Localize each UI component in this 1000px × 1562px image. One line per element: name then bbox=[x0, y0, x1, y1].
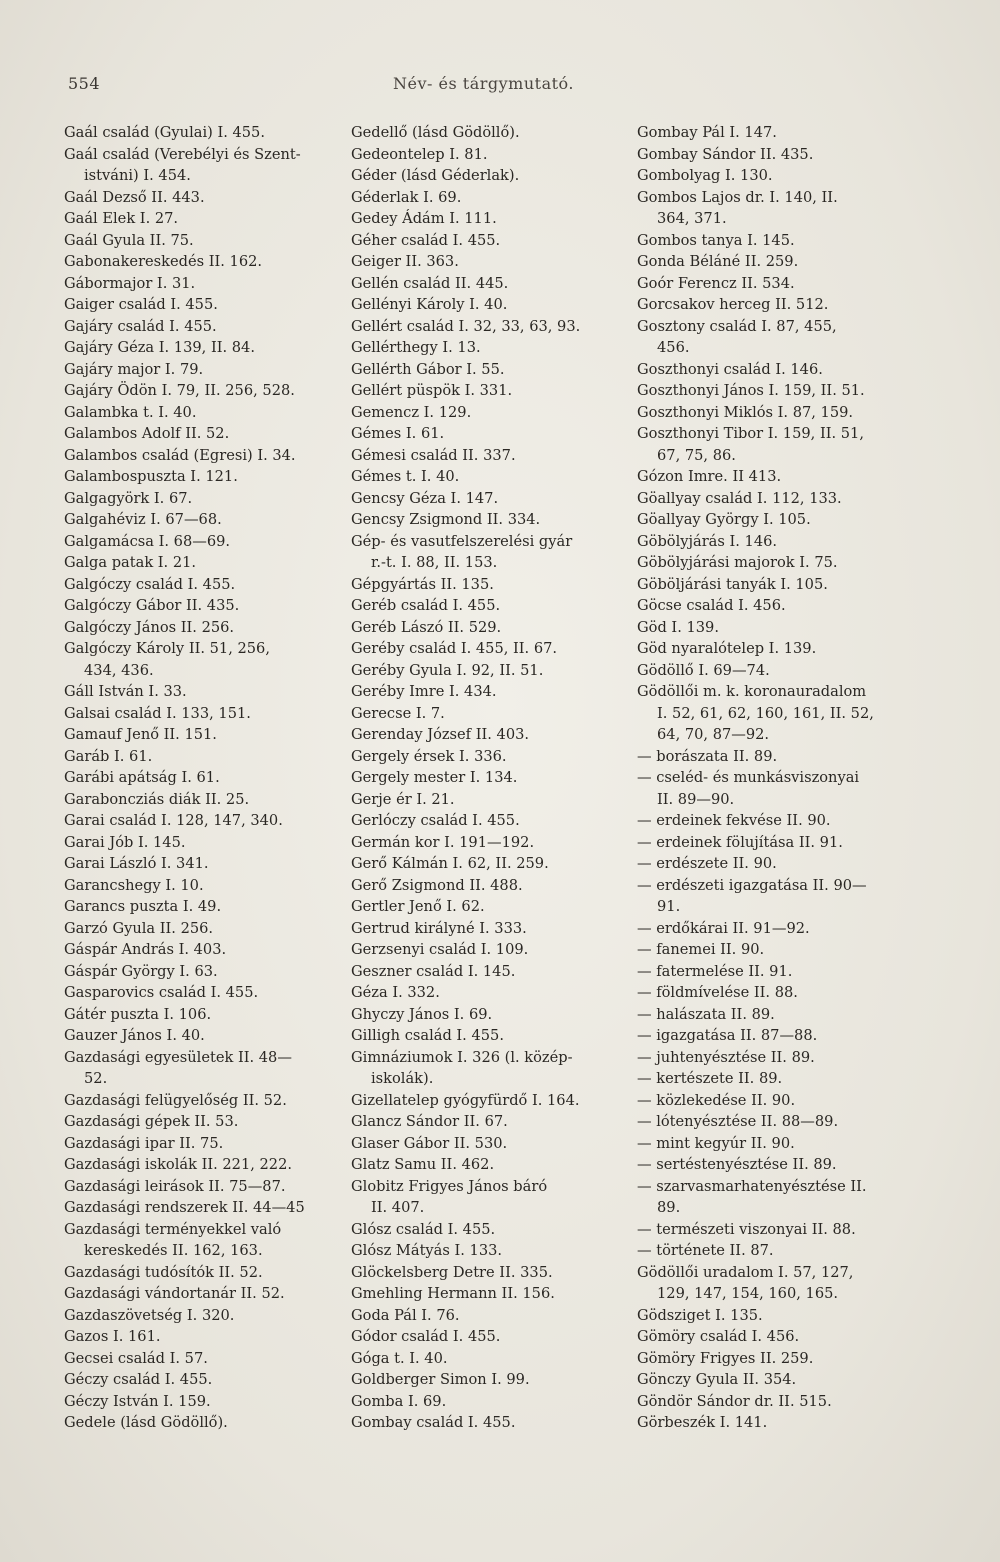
index-entry: Gajáry Ödön I. 79, II. 256, 528. bbox=[64, 382, 295, 399]
index-entry: Gertler Jenő I. 62. bbox=[351, 898, 485, 915]
index-entry: Goda Pál I. 76. bbox=[351, 1306, 460, 1324]
index-entry: Géder (lásd Géderlak). bbox=[351, 167, 520, 184]
index-entry: Gerő Kálmán I. 62, II. 259. bbox=[351, 855, 549, 872]
index-entry: Geréby Gyula I. 92, II. 51. bbox=[351, 661, 544, 679]
index-entry-continuation: I. 52, 61, 62, 160, 161, II. 52, bbox=[657, 704, 874, 722]
index-entry: Garábi apátság I. 61. bbox=[64, 769, 220, 786]
index-entry: Gazdasági terményekkel való bbox=[64, 1220, 282, 1238]
index-entry: Gömöry Frigyes II. 259. bbox=[637, 1349, 814, 1367]
index-entry: Gaál Dezső II. 443. bbox=[64, 188, 205, 206]
index-entry: Gellérth Gábor I. 55. bbox=[351, 360, 505, 378]
index-column-1 bbox=[64, 122, 339, 1434]
index-entry: Géderlak I. 69. bbox=[351, 188, 462, 206]
index-entry: — mint kegyúr II. 90. bbox=[637, 1134, 795, 1152]
index-entry: Globitz Frigyes János báró bbox=[351, 1177, 548, 1195]
index-column-2 bbox=[351, 122, 626, 1434]
index-entry: — cseléd- és munkásviszonyai bbox=[637, 769, 860, 786]
index-entry: Goszthonyi család I. 146. bbox=[637, 360, 823, 378]
index-entry: Galgagyörk I. 67. bbox=[64, 489, 193, 507]
index-entry-continuation: r.-t. I. 88, II. 153. bbox=[371, 554, 498, 571]
index-entry: Geréby család I. 455, II. 67. bbox=[351, 640, 558, 657]
index-entry: Gazdasági iskolák II. 221, 222. bbox=[64, 1156, 292, 1173]
index-entry: Gerje ér I. 21. bbox=[351, 790, 455, 808]
index-entry: Göndör Sándor dr. II. 515. bbox=[637, 1392, 832, 1410]
index-entry: Geiger II. 363. bbox=[351, 253, 459, 270]
index-entry: — fatermelése II. 91. bbox=[637, 962, 793, 980]
index-entry: Gémesi család II. 337. bbox=[351, 446, 516, 464]
index-entry: Gödöllő I. 69—74. bbox=[637, 661, 770, 679]
index-entry: Gombos tanya I. 145. bbox=[637, 231, 795, 249]
index-entry: — szarvasmarhatenyésztése II. bbox=[637, 1177, 867, 1195]
index-entry: Gedey Ádám I. 111. bbox=[351, 210, 497, 227]
index-entry: Gaál család (Verebélyi és Szent- bbox=[64, 145, 301, 163]
index-entry: Gasparovics család I. 455. bbox=[64, 984, 259, 1001]
running-title: Név- és tárgymutató. bbox=[393, 74, 574, 93]
page-header bbox=[68, 74, 948, 104]
index-entry: Gergely mester I. 134. bbox=[351, 769, 518, 786]
index-entry: Gazdasági egyesületek II. 48— bbox=[64, 1048, 292, 1066]
index-entry: Garai család I. 128, 147, 340. bbox=[64, 812, 283, 829]
index-entry: Gódor család I. 455. bbox=[351, 1328, 501, 1345]
index-entry: Galgóczy Károly II. 51, 256, bbox=[64, 640, 270, 657]
index-entry: Gazdasági ipar II. 75. bbox=[64, 1134, 224, 1152]
index-entry: Gémes t. I. 40. bbox=[351, 468, 460, 485]
index-entry: Göcse család I. 456. bbox=[637, 597, 786, 614]
index-entry: Gombos Lajos dr. I. 140, II. bbox=[637, 188, 838, 206]
index-entry: — kertészete II. 89. bbox=[637, 1070, 783, 1087]
index-entry: Garai Jób I. 145. bbox=[64, 833, 186, 851]
index-entry: Goszthonyi János I. 159, II. 51. bbox=[637, 382, 865, 399]
index-entry-continuation: 364, 371. bbox=[657, 210, 727, 227]
index-entry-continuation: 89. bbox=[657, 1199, 681, 1216]
index-entry: Gózon Imre. II 413. bbox=[637, 468, 782, 485]
index-entry: Gazdasági gépek II. 53. bbox=[64, 1113, 239, 1130]
index-entry-continuation: 91. bbox=[657, 898, 681, 915]
index-entry: Gombay Sándor II. 435. bbox=[637, 145, 814, 163]
index-entry: Gémes I. 61. bbox=[351, 425, 445, 442]
index-entry: — közlekedése II. 90. bbox=[637, 1091, 796, 1109]
index-entry: Gerő Zsigmond II. 488. bbox=[351, 876, 523, 894]
index-entry: Gödöllői m. k. koronauradalom bbox=[637, 683, 867, 700]
index-entry: Gilligh család I. 455. bbox=[351, 1027, 504, 1044]
index-entry: — sertéstenyésztése II. 89. bbox=[637, 1156, 837, 1173]
index-entry: Gerzsenyi család I. 109. bbox=[351, 941, 529, 958]
index-entry: — halászata II. 89. bbox=[637, 1005, 775, 1023]
index-entry: Göallyay György I. 105. bbox=[637, 511, 811, 528]
index-entry: Géza I. 332. bbox=[351, 984, 440, 1001]
index-entry: Gombay Pál I. 147. bbox=[637, 124, 777, 141]
index-entry: Gorcsakov herceg II. 512. bbox=[637, 296, 829, 313]
index-entry: Gödöllői uradalom I. 57, 127, bbox=[637, 1263, 854, 1281]
index-entry: — földmívelése II. 88. bbox=[637, 984, 798, 1001]
index-entry: — erdészete II. 90. bbox=[637, 855, 777, 872]
index-entry: Gáspár András I. 403. bbox=[64, 941, 227, 958]
index-entry: Gépgyártás II. 135. bbox=[351, 575, 494, 593]
index-entry: Gaál család (Gyulai) I. 455. bbox=[64, 124, 265, 141]
index-entry: Garáb I. 61. bbox=[64, 747, 153, 765]
index-entry: Garai László I. 341. bbox=[64, 855, 209, 872]
index-entry: Gazdasági leirások II. 75—87. bbox=[64, 1177, 286, 1195]
index-entry-continuation: iskolák). bbox=[371, 1070, 434, 1087]
index-entry: Galambospuszta I. 121. bbox=[64, 468, 238, 485]
index-entry: Galgóczy János II. 256. bbox=[64, 618, 235, 636]
index-entry: Galambos Adolf II. 52. bbox=[64, 425, 230, 442]
index-entry: Gajáry Géza I. 139, II. 84. bbox=[64, 339, 255, 356]
index-entry: Glaser Gábor II. 530. bbox=[351, 1134, 508, 1152]
index-entry: Garancshegy I. 10. bbox=[64, 876, 204, 894]
index-entry: — fanemei II. 90. bbox=[637, 941, 765, 958]
index-entry: Gauzer János I. 40. bbox=[64, 1027, 205, 1044]
index-entry: Gemencz I. 129. bbox=[351, 403, 472, 421]
index-entry: Gazdasági vándortanár II. 52. bbox=[64, 1285, 285, 1302]
index-entry: — erdeinek fölujítása II. 91. bbox=[637, 833, 843, 851]
index-entry: Gomba I. 69. bbox=[351, 1392, 447, 1410]
index-entry: Géczy István I. 159. bbox=[64, 1392, 211, 1410]
index-entry: Göd nyaralótelep I. 139. bbox=[637, 640, 817, 657]
index-entry: Gellérthegy I. 13. bbox=[351, 339, 481, 356]
index-entry: Göbölyjárási majorok I. 75. bbox=[637, 554, 838, 571]
index-entry: Gerecse I. 7. bbox=[351, 704, 445, 722]
index-entry: Gimnáziumok I. 326 (l. közép- bbox=[351, 1048, 573, 1066]
index-entry: Geréb család I. 455. bbox=[351, 597, 501, 614]
index-entry-continuation: 67, 75, 86. bbox=[657, 446, 736, 464]
index-entry: Gazdaszövetség I. 320. bbox=[64, 1306, 235, 1324]
index-entry: Goszthonyi Miklós I. 87, 159. bbox=[637, 403, 854, 421]
index-entry: Garancs puszta I. 49. bbox=[64, 898, 222, 915]
index-entry: — természeti viszonyai II. 88. bbox=[637, 1220, 856, 1238]
index-entry: — története II. 87. bbox=[637, 1242, 774, 1259]
index-entry: Galgóczy család I. 455. bbox=[64, 575, 236, 593]
index-entry: Glancz Sándor II. 67. bbox=[351, 1113, 508, 1130]
index-entry: Gerlóczy család I. 455. bbox=[351, 812, 520, 829]
index-entry: Glósz család I. 455. bbox=[351, 1220, 496, 1238]
index-entry: Gabonakereskedés II. 162. bbox=[64, 253, 263, 270]
index-entry-continuation: kereskedés II. 162, 163. bbox=[84, 1242, 263, 1259]
index-entry: Gáll István I. 33. bbox=[64, 683, 187, 700]
index-entry: Gencsy Zsigmond II. 334. bbox=[351, 511, 541, 528]
index-entry: Gaál Elek I. 27. bbox=[64, 210, 179, 227]
index-entry: Göd I. 139. bbox=[637, 618, 719, 636]
index-entry: Göallyay család I. 112, 133. bbox=[637, 489, 842, 507]
index-entry: Gerenday József II. 403. bbox=[351, 726, 530, 743]
index-entry: Galambos család (Egresi) I. 34. bbox=[64, 446, 296, 464]
index-entry: Gazdasági felügyelőség II. 52. bbox=[64, 1091, 287, 1109]
index-entry-continuation: 52. bbox=[84, 1070, 108, 1087]
index-entry: — juhtenyésztése II. 89. bbox=[637, 1048, 815, 1066]
index-entry: Gecsei család I. 57. bbox=[64, 1349, 208, 1367]
index-entry: Gazdasági tudósítók II. 52. bbox=[64, 1263, 263, 1281]
index-entry: Gamauf Jenő II. 151. bbox=[64, 726, 217, 743]
index-entry: Göbölyjárás I. 146. bbox=[637, 532, 778, 550]
index-entry: Gellért püspök I. 331. bbox=[351, 382, 513, 399]
index-entry: Gombolyag I. 130. bbox=[637, 167, 773, 184]
index-entry: Glöckelsberg Detre II. 335. bbox=[351, 1263, 553, 1281]
index-entry: Gajáry család I. 455. bbox=[64, 317, 217, 335]
index-entry: — lótenyésztése II. 88—89. bbox=[637, 1113, 839, 1130]
index-entry: Glatz Samu II. 462. bbox=[351, 1156, 495, 1173]
index-entry: Galgahéviz I. 67—68. bbox=[64, 511, 222, 528]
index-entry: Garaboncziás diák II. 25. bbox=[64, 790, 250, 808]
index-entry: Galgóczy Gábor II. 435. bbox=[64, 597, 240, 614]
index-entry: Göböljárási tanyák I. 105. bbox=[637, 575, 828, 593]
index-entry: Galambka t. I. 40. bbox=[64, 403, 197, 421]
index-entry: Geréb Lászó II. 529. bbox=[351, 618, 502, 636]
index-entry: Gergely érsek I. 336. bbox=[351, 747, 507, 765]
index-column-3 bbox=[637, 122, 937, 1434]
index-entry: Galga patak I. 21. bbox=[64, 554, 197, 571]
index-entry: Gedeontelep I. 81. bbox=[351, 145, 488, 163]
index-entry: Goszthonyi Tibor I. 159, II. 51, bbox=[637, 425, 864, 442]
index-entry: Gellényi Károly I. 40. bbox=[351, 296, 508, 313]
index-entry: Gombay család I. 455. bbox=[351, 1414, 516, 1431]
index-entry: Gáspár György I. 63. bbox=[64, 962, 218, 980]
index-entry: Gellért család I. 32, 33, 63, 93. bbox=[351, 317, 581, 335]
index-entry: Ghyczy János I. 69. bbox=[351, 1005, 493, 1023]
index-entry: — borászata II. 89. bbox=[637, 747, 778, 765]
index-entry: Gaiger család I. 455. bbox=[64, 296, 218, 313]
index-entry: Góga t. I. 40. bbox=[351, 1349, 448, 1367]
index-entry: Gosztony család I. 87, 455, bbox=[637, 317, 837, 335]
index-entry: Gazos I. 161. bbox=[64, 1328, 161, 1345]
index-entry: Garzó Gyula II. 256. bbox=[64, 919, 214, 937]
index-entry: — erdőkárai II. 91—92. bbox=[637, 919, 810, 937]
index-entry: Gedele (lásd Gödöllő). bbox=[64, 1414, 228, 1431]
index-entry-continuation: 129, 147, 154, 160, 165. bbox=[657, 1285, 839, 1302]
index-entry: Gellén család II. 445. bbox=[351, 274, 509, 292]
index-entry: Goldberger Simon I. 99. bbox=[351, 1371, 530, 1388]
index-entry: Gömöry család I. 456. bbox=[637, 1328, 800, 1345]
index-entry: Goór Ferencz II. 534. bbox=[637, 274, 795, 292]
index-entry: Galsai család I. 133, 151. bbox=[64, 704, 251, 722]
index-entry-continuation: 64, 70, 87—92. bbox=[657, 726, 770, 743]
index-entry: Gedellő (lásd Gödöllő). bbox=[351, 124, 520, 141]
index-entry: — igazgatása II. 87—88. bbox=[637, 1027, 818, 1044]
index-entry: Gönczy Gyula II. 354. bbox=[637, 1371, 797, 1388]
index-entry: Géher család I. 455. bbox=[351, 231, 501, 249]
index-entry-continuation: 434, 436. bbox=[84, 661, 154, 679]
index-entry: Gaál Gyula II. 75. bbox=[64, 231, 194, 249]
index-entry: Geszner család I. 145. bbox=[351, 962, 516, 980]
index-entry: Gazdasági rendszerek II. 44—45 bbox=[64, 1199, 305, 1216]
index-entry: Géczy család I. 455. bbox=[64, 1371, 213, 1388]
index-entry: — erdészeti igazgatása II. 90— bbox=[637, 876, 867, 894]
index-entry: — erdeinek fekvése II. 90. bbox=[637, 812, 831, 829]
index-entry-continuation: II. 89—90. bbox=[657, 790, 735, 808]
index-entry: Görbeszék I. 141. bbox=[637, 1414, 768, 1431]
index-entry: Gmehling Hermann II. 156. bbox=[351, 1285, 555, 1302]
index-entry: Gátér puszta I. 106. bbox=[64, 1005, 212, 1023]
index-entry: Gödsziget I. 135. bbox=[637, 1306, 763, 1324]
index-entry: Germán kor I. 191—192. bbox=[351, 833, 535, 851]
page-number: 554 bbox=[68, 74, 101, 93]
index-entry: Gép- és vasutfelszerelési gyár bbox=[351, 532, 573, 550]
index-entry: Geréby Imre I. 434. bbox=[351, 683, 497, 700]
index-entry: Gajáry major I. 79. bbox=[64, 360, 204, 378]
index-entry: Gábormajor I. 31. bbox=[64, 274, 196, 292]
index-entry-continuation: 456. bbox=[657, 339, 690, 356]
index-entry: Gencsy Géza I. 147. bbox=[351, 489, 499, 507]
index-entry: Gizellatelep gyógyfürdő I. 164. bbox=[351, 1091, 580, 1109]
index-entry: Gonda Béláné II. 259. bbox=[637, 253, 799, 270]
index-entry-continuation: istváni) I. 454. bbox=[84, 167, 191, 184]
index-entry: Gertrud királyné I. 333. bbox=[351, 919, 527, 937]
index-entry: Galgamácsa I. 68—69. bbox=[64, 532, 231, 550]
index-entry-continuation: II. 407. bbox=[371, 1199, 425, 1216]
index-entry: Glósz Mátyás I. 133. bbox=[351, 1242, 503, 1259]
